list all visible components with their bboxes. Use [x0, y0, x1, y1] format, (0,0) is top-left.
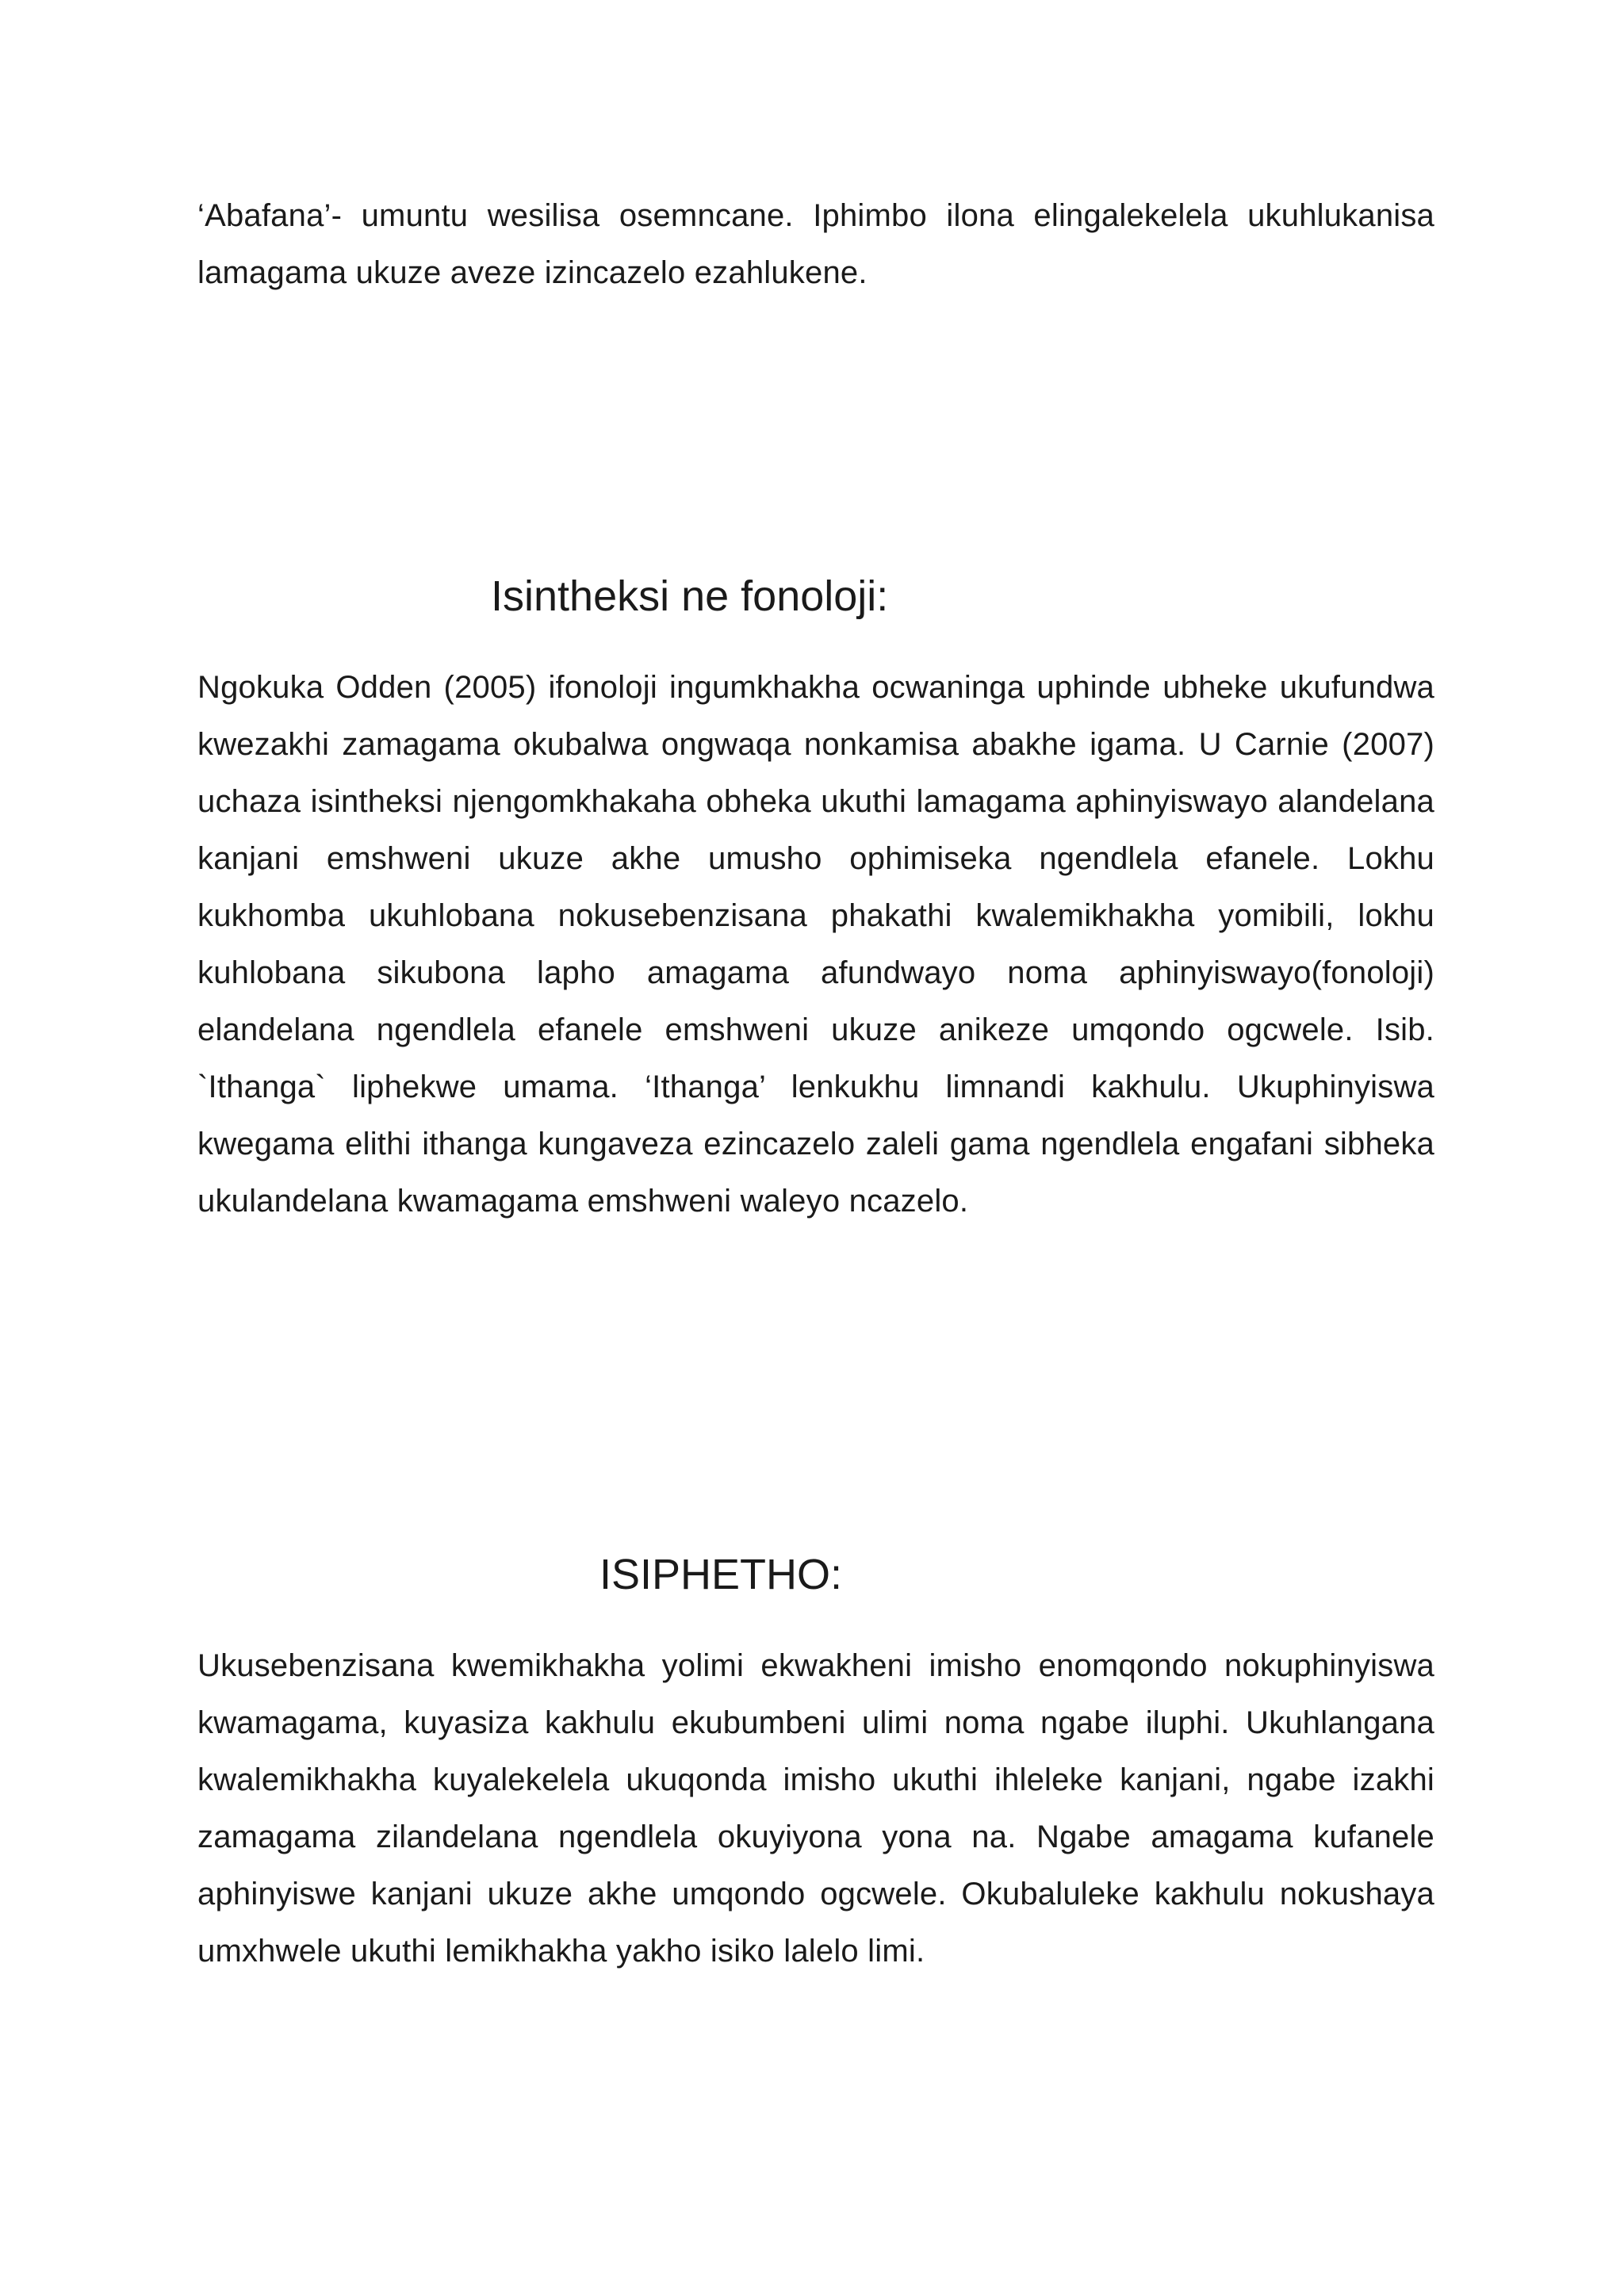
section-heading-syntax-phonology: Isintheksi ne fonoloji:	[491, 572, 889, 620]
section-heading-conclusion: ISIPHETHO:	[599, 1551, 843, 1598]
syntax-phonology-paragraph: Ngokuka Odden (2005) ifonoloji ingumkhakha ocwaninga uphinde ubheke ukufundwa kwezakhi zamagama okubalwa ongwaqa nonkamisa abakhe igama. U Carnie (2007) uchaza isintheksi njengomkhakaha obheka ukuthi lamagama aphinyiswayo alandelana kanjani emshweni ukuze akhe umusho ophimiseka ngendlela efanele. Lokhu kukhomba ukuhlobana nokusebenzisana phakathi kwalemikhakha yomibili, lokhu kuhlobana sikubona lapho amagama afundwayo noma aphinyiswayo(fonoloji) elandelana ngendlela efanele emshweni ukuze anikeze umqondo ogcwele. Isib. `Ithanga` liphekwe umama. ‘Ithanga’ lenkukhu limnandi kakhulu. Ukuphinyiswa kwegama elithi ithanga kungaveza ezincazelo zaleli gama ngendlela engafani sibheka ukulandelana kwamagama emshweni waleyo ncazelo.	[197, 670, 1434, 1219]
intro-paragraph: ‘Abafana’- umuntu wesilisa osemncane. Iphimbo ilona elingalekelela ukuhlukanisa lamagama ukuze aveze izincazelo ezahlukene.	[197, 198, 1434, 290]
conclusion-paragraph: Ukusebenzisana kwemikhakha yolimi ekwakheni imisho enomqondo nokuphinyiswa kwamagama, kuyasiza kakhulu ekubumbeni ulimi noma ngabe iluphi. Ukuhlangana kwalemikhakha kuyalekelela ukuqonda imisho ukuthi ihleleke kanjani, ngabe izakhi zamagama zilandelana ngendlela okuyiyona yona na. Ngabe amagama kufanele aphinyiswe kanjani ukuze akhe umqondo ogcwele. Okubaluleke kakhulu nokushaya umxhwele ukuthi lemikhakha yakho isiko lalelo limi.	[197, 1648, 1434, 1969]
